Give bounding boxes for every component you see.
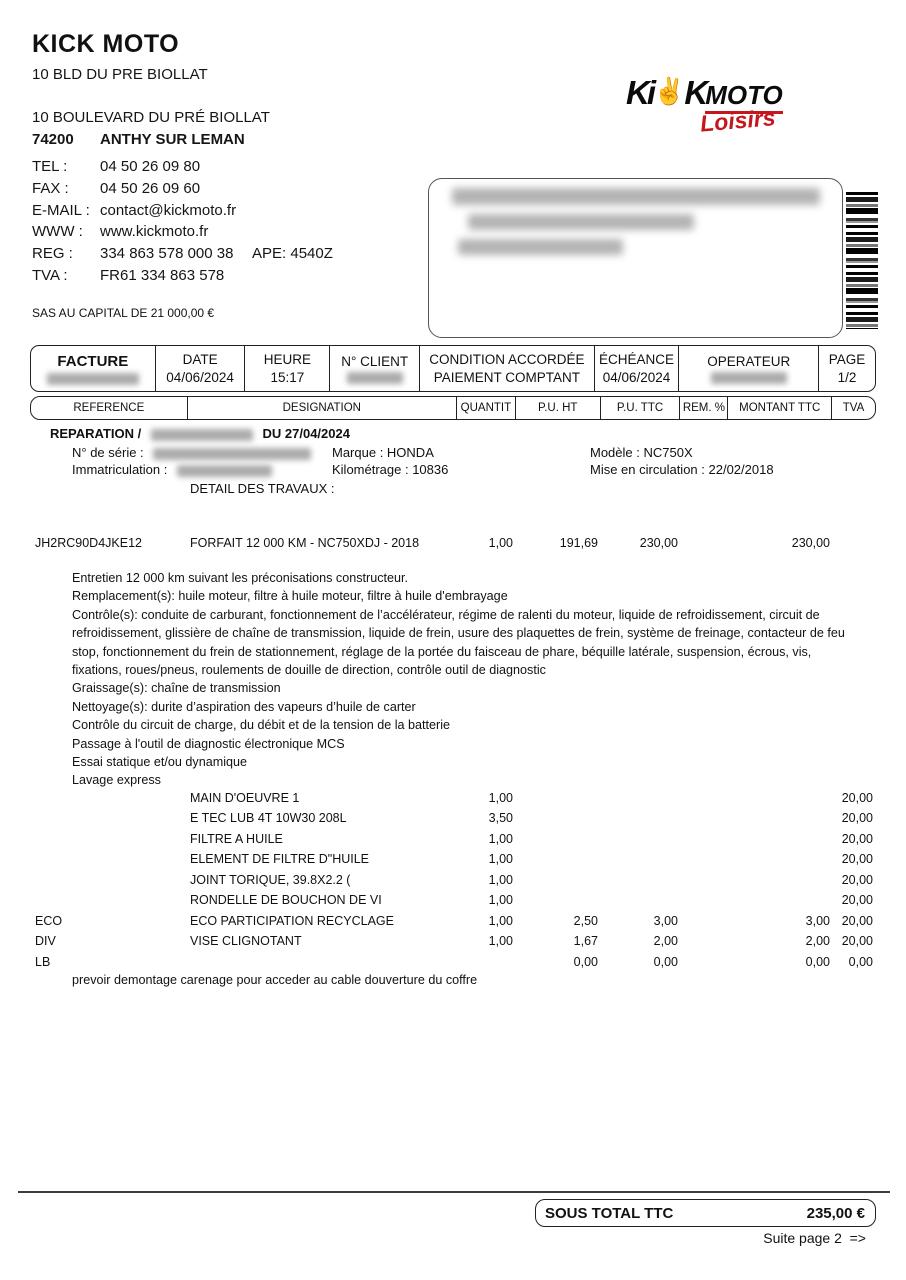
item-ref [30, 852, 187, 866]
company-street: 10 BLD DU PRE BIOLLAT [32, 66, 208, 83]
item-pu-ttc [601, 873, 681, 887]
invoice-header-table [30, 345, 876, 392]
item-ref [30, 893, 187, 907]
description-line: Remplacement(s): huile moteur, filtre à huile moteur, filtre à huile d'embrayage [72, 589, 508, 604]
redacted-recipient-line-1 [452, 188, 820, 205]
item-montant: 0,00 [805, 955, 830, 969]
item-montant: 3,00 [805, 914, 830, 928]
description-line: Essai statique et/ou dynamique [72, 755, 248, 770]
echeance-value: 04/06/2024 [602, 369, 671, 385]
item-designation: JOINT TORIQUE, 39.8X2.2 ( [190, 873, 351, 887]
redacted-immat [177, 465, 272, 477]
item-designation: VISE CLIGNOTANT [190, 934, 302, 948]
description-line: Lavage express [72, 773, 161, 788]
item-rem [681, 791, 729, 805]
company-postal: 74200 [32, 131, 74, 148]
email-value: contact@kickmoto.fr [100, 202, 237, 219]
facture-label: FACTURE [57, 352, 129, 370]
column-header-row [30, 396, 876, 420]
description-line: Contrôle(s): conduite de carburant, fonctionnement de l’accélérateur, régime de ralenti du moteur, liquide de refroidissement, circuit de refroidissement, glissière de chaîne de transmission, liquide de frein, usure des plaquettes de frein, système de freinage, contacteur de feu stop, fonctionnement du frein de stationnement, réglage de la portée du faisceau de phare, béquille latérale, suspension, écrous, vis, fixations, roues/pneus, roulements de douille de direction, contrôle outil de diagnostic [72, 607, 845, 678]
victory-hand-icon: ✌ [653, 76, 685, 106]
col-designation: DESIGNATION [188, 397, 457, 419]
company-name: KICK MOTO [32, 30, 180, 58]
item-montant [729, 873, 833, 887]
item-ref [30, 873, 187, 887]
table-row [30, 811, 876, 825]
item-montant [729, 832, 833, 846]
item-pu-ttc: 0,00 [653, 955, 678, 969]
item-montant [729, 893, 833, 907]
item-pu-ht: 0,00 [573, 955, 598, 969]
item-rem [681, 811, 729, 825]
tva-label: TVA : [32, 267, 68, 284]
item-ref: LB [35, 955, 51, 969]
item-designation: MAIN D'OEUVRE 1 [190, 791, 300, 805]
item-qty: 3,50 [488, 811, 513, 825]
item-tva: 20,00 [841, 934, 873, 948]
heure-label: HEURE [263, 351, 312, 367]
table-row [30, 893, 876, 907]
fax-value: 04 50 26 09 60 [100, 180, 201, 197]
redacted-recipient-line-3 [458, 239, 623, 255]
tva-value: FR61 334 863 578 [100, 267, 225, 284]
item-rem [681, 873, 729, 887]
suite-page-indicator: Suite page 2 => [763, 1230, 866, 1246]
item-qty: 1,00 [488, 873, 513, 887]
www-value: www.kickmoto.fr [100, 223, 209, 240]
table-row [30, 852, 876, 866]
work-note: prevoir demontage carenage pour acceder au cable douverture du coffre [72, 973, 478, 987]
item-pu-ttc: 2,00 [653, 934, 678, 948]
redacted-operateur [711, 372, 787, 384]
item-qty: 1,00 [488, 914, 513, 928]
item-pu-ttc [601, 852, 681, 866]
page-cell [819, 346, 875, 391]
page-value: 1/2 [837, 369, 857, 385]
page-label: PAGE [828, 351, 866, 367]
ape-value: APE: 4540Z [252, 245, 333, 262]
redacted-client-number [347, 372, 403, 384]
col-quantite: QUANTIT [457, 397, 516, 419]
item-pu-ht [516, 811, 601, 825]
condition-line2: PAIEMENT COMPTANT [433, 369, 580, 385]
table-row [30, 873, 876, 887]
table-row [30, 955, 876, 969]
redacted-serial [153, 448, 311, 460]
redacted-repair-ref [151, 429, 253, 441]
item-rem [681, 832, 729, 846]
table-row [30, 832, 876, 846]
item-qty: 1,00 [488, 832, 513, 846]
facture-cell [31, 346, 156, 391]
item-designation: FORFAIT 12 000 KM - NC750XDJ - 2018 [190, 536, 420, 550]
echeance-label: ÉCHÉANCE [599, 351, 675, 367]
client-label: N° CLIENT [341, 353, 409, 369]
item-tva [833, 536, 876, 550]
description-line: Nettoyage(s): durite d’aspiration des vapeurs d’huile de carter [72, 699, 416, 714]
sous-total-box [535, 1199, 876, 1227]
item-ref: JH2RC90D4JKE12 [35, 536, 142, 550]
client-cell [330, 346, 420, 391]
date-cell [156, 346, 246, 391]
item-rem [681, 893, 729, 907]
item-ref [30, 832, 187, 846]
company-city: ANTHY SUR LEMAN [100, 131, 245, 148]
item-pu-ht [516, 832, 601, 846]
item-pu-ht [516, 873, 601, 887]
item-montant [729, 791, 833, 805]
marque: Marque : HONDA [332, 445, 434, 460]
col-pu-ht: P.U. HT [516, 397, 601, 419]
company-street2: 10 BOULEVARD DU PRÉ BIOLLAT [32, 109, 270, 126]
item-pu-ht: 2,50 [573, 914, 598, 928]
col-tva: TVA [842, 402, 865, 414]
modele: Modèle : NC750X [590, 445, 693, 460]
logo-kick-text: Ki✌K [626, 74, 706, 111]
item-tva: 20,00 [841, 811, 873, 825]
repair-title: REPARATION / DU 27/04/2024 [50, 426, 350, 441]
item-tva: 20,00 [841, 893, 873, 907]
item-tva: 0,00 [848, 955, 873, 969]
www-label: WWW : [32, 223, 83, 240]
item-ref [30, 791, 187, 805]
item-pu-ht [516, 791, 601, 805]
email-label: E-MAIL : [32, 202, 90, 219]
item-pu-ht [516, 893, 601, 907]
immat-label: Immatriculation : [72, 462, 168, 477]
tel-value: 04 50 26 09 80 [100, 158, 201, 175]
item-ref: DIV [35, 934, 56, 948]
item-pu-ttc: 230,00 [639, 536, 678, 550]
item-qty: 1,00 [488, 934, 513, 948]
redacted-invoice-number [47, 373, 139, 385]
serial-label: N° de série : [72, 445, 144, 460]
item-rem [681, 536, 729, 550]
description-line: Contrôle du circuit de charge, du débit et de la tension de la batterie [72, 718, 451, 733]
date-value: 04/06/2024 [166, 369, 234, 385]
item-qty: 1,00 [488, 791, 513, 805]
operateur-label: OPERATEUR [707, 353, 791, 369]
item-pu-ttc [601, 832, 681, 846]
item-tva: 20,00 [841, 914, 873, 928]
item-qty: 1,00 [488, 852, 513, 866]
item-tva: 20,00 [841, 832, 873, 846]
date-label: DATE [182, 351, 218, 367]
fax-label: FAX : [32, 180, 69, 197]
operateur-cell [679, 346, 819, 391]
sous-total-label: SOUS TOTAL TTC [545, 1204, 674, 1222]
item-qty: 1,00 [488, 536, 513, 550]
item-tva: 20,00 [841, 852, 873, 866]
col-pu-ttc: P.U. TTC [601, 397, 681, 419]
redacted-recipient-line-2 [468, 214, 694, 230]
logo-moto-text: MOTO [705, 80, 783, 114]
logo-loisirs-text: Loisirs [699, 104, 777, 137]
table-row [30, 791, 876, 805]
item-rem [681, 955, 729, 969]
item-rem [681, 852, 729, 866]
item-pu-ttc: 3,00 [653, 914, 678, 928]
item-designation: E TEC LUB 4T 10W30 208L [190, 811, 347, 825]
kilometrage: Kilométrage : 10836 [332, 462, 449, 477]
sous-total-value: 235,00 € [806, 1204, 865, 1222]
item-tva: 20,00 [841, 791, 873, 805]
item-pu-ttc [601, 811, 681, 825]
item-pu-ht [516, 852, 601, 866]
item-montant [729, 811, 833, 825]
heure-value: 15:17 [270, 369, 305, 385]
item-rem [681, 914, 729, 928]
item-designation [187, 955, 457, 969]
item-pu-ttc [601, 893, 681, 907]
item-qty: 1,00 [488, 893, 513, 907]
item-pu-ht: 1,67 [573, 934, 598, 948]
item-pu-ht: 191,69 [559, 536, 598, 550]
echeance-cell [595, 346, 680, 391]
item-rem [681, 934, 729, 948]
description-line: Passage à l'outil de diagnostic électronique MCS [72, 736, 345, 751]
item-qty [457, 955, 516, 969]
immat-row [72, 462, 272, 477]
work-description [72, 569, 860, 790]
company-capital: SAS AU CAPITAL DE 21 000,00 € [32, 306, 215, 320]
col-rem: REM. % [680, 397, 728, 419]
item-designation: ECO PARTICIPATION RECYCLAGE [190, 914, 394, 928]
item-montant [729, 852, 833, 866]
item-tva: 20,00 [841, 873, 873, 887]
reg-value: 334 863 578 000 38 [100, 245, 234, 262]
col-montant-ttc: MONTANT TTC [728, 397, 832, 419]
col-reference: REFERENCE [31, 397, 188, 419]
item-designation: FILTRE A HUILE [190, 832, 283, 846]
tel-label: TEL : [32, 158, 68, 175]
footer-divider [18, 1191, 890, 1193]
item-montant: 230,00 [791, 536, 830, 550]
description-line: Entretien 12 000 km suivant les préconisations constructeur. [72, 571, 409, 585]
condition-cell [420, 346, 595, 391]
item-ref [30, 811, 187, 825]
heure-cell [245, 346, 330, 391]
item-ref: ECO [35, 914, 63, 928]
table-row [30, 914, 876, 928]
table-row [30, 934, 876, 948]
item-pu-ttc [601, 791, 681, 805]
condition-line1: CONDITION ACCORDÉE [429, 351, 585, 367]
item-designation: ELEMENT DE FILTRE D"HUILE [190, 852, 370, 866]
mise-en-circulation: Mise en circulation : 22/02/2018 [590, 462, 774, 477]
table-row [30, 536, 876, 550]
item-montant: 2,00 [805, 934, 830, 948]
barcode [846, 192, 878, 329]
reg-label: REG : [32, 245, 73, 262]
item-designation: RONDELLE DE BOUCHON DE VI [190, 893, 382, 907]
serial-row [72, 445, 311, 460]
description-line: Graissage(s): chaîne de transmission [72, 681, 281, 696]
kickmoto-logo [626, 74, 806, 136]
detail-travaux-title: DETAIL DES TRAVAUX : [190, 481, 335, 496]
